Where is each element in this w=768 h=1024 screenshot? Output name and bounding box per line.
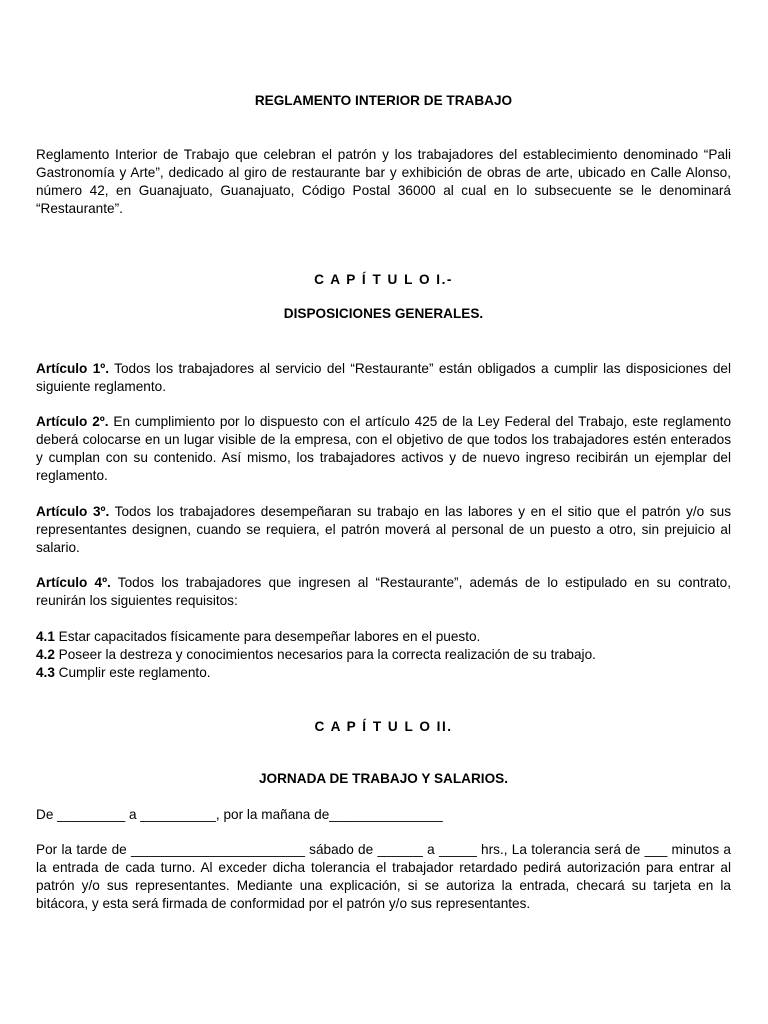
- requirement-item: [36, 628, 731, 646]
- article-3-label: Artículo 3º.: [36, 504, 110, 519]
- chapter-1-subheading: DISPOSICIONES GENERALES.: [283, 306, 484, 321]
- article-1-label: Artículo 1º.: [36, 361, 110, 376]
- article-2-label: Artículo 2º.: [36, 414, 109, 429]
- article-4: [36, 574, 731, 610]
- requirement-number: 4.3: [36, 665, 55, 680]
- requirement-text: Poseer la destreza y conocimientos necesarios para la correcta realización de su trabajo.: [54, 647, 596, 662]
- article-1-text: Todos los trabajadores al servicio del “Restaurante” están obligados a cumplir las disposiciones del siguiente reglamento.: [36, 361, 731, 394]
- requirement-number: 4.2: [36, 647, 55, 662]
- requirement-number: 4.1: [36, 629, 55, 644]
- requirements-list: [36, 628, 731, 682]
- requirement-item: [36, 646, 731, 664]
- chapter-1-heading: C A P Í T U L O I.-: [314, 272, 453, 287]
- article-2-text: En cumplimiento por lo dispuesto con el artículo 425 de la Ley Federal del Trabajo, este reglamento deberá colocarse en un lugar visible de la empresa, con el objetivo de que todos los trabajadores estén enterados y cumplan con su contenido. Así mismo, los trabajadores activos y de nuevo ingreso recibirán un ejemplar del reglamento.: [36, 414, 732, 483]
- requirement-text: Estar capacitados físicamente para desempeñar labores en el puesto.: [54, 629, 481, 644]
- afternoon-paragraph: Por la tarde de _______________________ sábado de ______ a _____ hrs., La tolerancia será de ___ minutos a la entrada de cada turno. Al exceder dicha tolerancia el trabajador retardado pedirá autorización para entrar al patrón y/o sus representantes. Mediante una explicación, si se autoriza la entrada, checará su tarjeta en la bitácora, y esta será firmada de conformidad por el patrón y/o sus representantes.: [36, 842, 731, 911]
- document-title: REGLAMENTO INTERIOR DE TRABAJO: [254, 93, 513, 108]
- requirement-text: Cumplir este reglamento.: [54, 665, 211, 680]
- chapter-2-heading: C A P Í T U L O II.: [314, 719, 453, 734]
- article-2: [36, 413, 731, 485]
- article-4-text: Todos los trabajadores que ingresen al “Restaurante”, además de lo estipulado en su contrato, reunirán los siguientes requisitos:: [36, 575, 731, 608]
- article-3: [36, 503, 731, 557]
- intro-paragraph: Reglamento Interior de Trabajo que celebran el patrón y los trabajadores del establecimiento denominado “Pali Gastronomía y Arte”, dedicado al giro de restaurante bar y exhibición de obras de arte, ubicado en Calle Alonso, número 42, en Guanajuato, Guanajuato, Código Postal 36000 al cual en lo subsecuente se le denominará “Restaurante”.: [36, 147, 731, 216]
- schedule-line: De _________ a __________, por la mañana de_______________: [36, 807, 443, 822]
- chapter-2-subheading: JORNADA DE TRABAJO Y SALARIOS.: [258, 771, 508, 786]
- article-4-label: Artículo 4º.: [36, 575, 111, 590]
- article-3-text: Todos los trabajadores desempeñaran su trabajo en las labores y en el sitio que el patrón y/o sus representantes designen, cuando se requiera, el patrón moverá al personal de un puesto a otro, sin prejuicio al salario.: [36, 504, 732, 555]
- article-1: [36, 360, 731, 396]
- requirement-item: [36, 664, 731, 682]
